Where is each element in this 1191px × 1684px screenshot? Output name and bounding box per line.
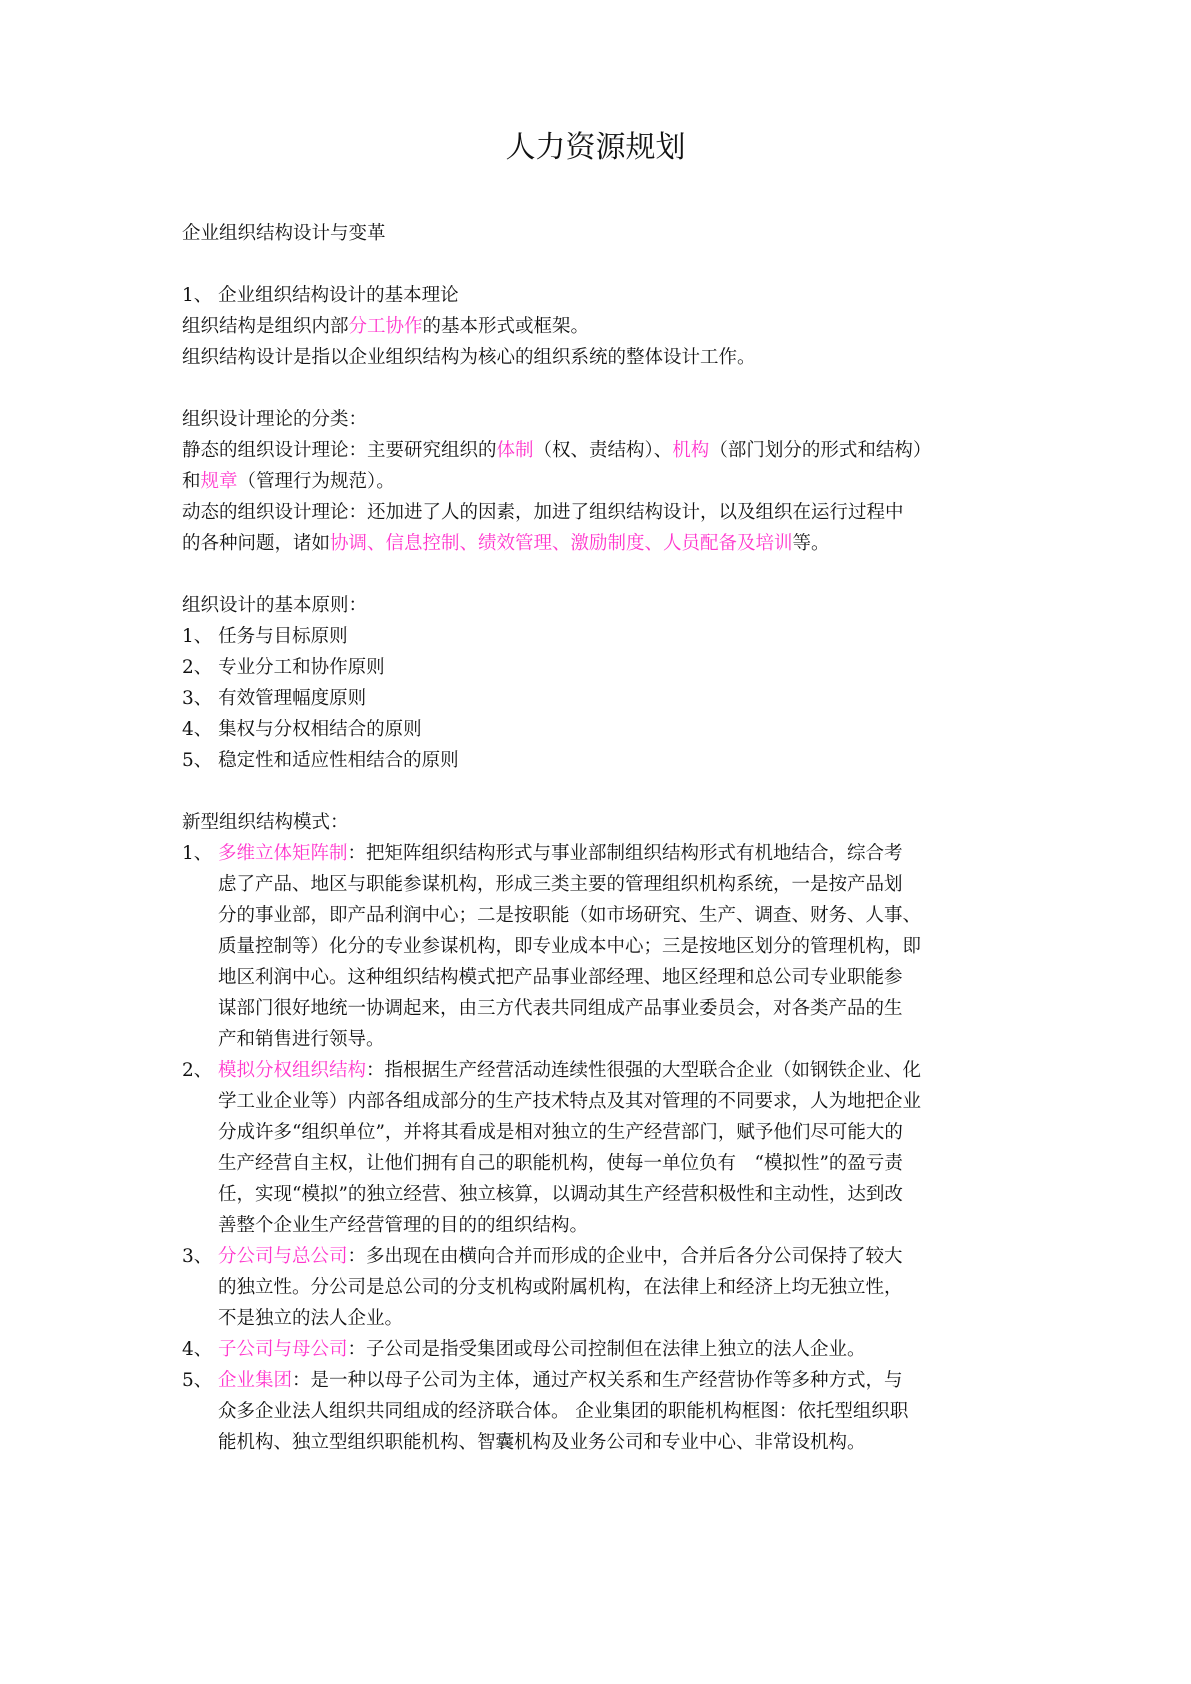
text-segment: （管理行为规范）。 (237, 471, 395, 492)
new-models-heading: 新型组织结构模式： (182, 812, 349, 833)
static-theory-line-2 (182, 466, 1022, 497)
text-segment: ：子公司是指受集团或母公司控制但在法律上独立的法人企业。 (347, 1339, 866, 1360)
text-segment: ：是一种以母子公司为主体，通过产权关系和生产经营协作等多种方式，与 (292, 1370, 903, 1391)
text-segment: 的基本形式或框架。 (422, 316, 590, 337)
spacer (182, 559, 1022, 590)
item-line: 分的事业部，即产品利润中心；二是按职能（如市场研究、生产、调查、财务、人事、 (218, 905, 922, 926)
text-segment: 静态的组织设计理论：主要研究组织的 (182, 440, 497, 461)
item-line: 的独立性。分公司是总公司的分支机构或附属机构，在法律上和经济上均无独立性， (218, 1277, 903, 1298)
highlight-term: 模拟分权组织结构 (218, 1060, 367, 1081)
highlight-term: 规章 (200, 471, 238, 492)
text-segment: ：指根据生产经营活动连续性很强的大型联合企业（如钢铁企业、化 (366, 1060, 922, 1081)
text-segment: 和 (182, 471, 201, 492)
principle-item: 3、 有效管理幅度原则 (182, 688, 367, 709)
highlight-term: 多维立体矩阵制 (218, 843, 348, 864)
item-line: 善整个企业生产经营管理的目的的组织结构。 (218, 1215, 589, 1236)
highlight-term: 企业集团 (218, 1370, 293, 1391)
item-number: 3、 (182, 1246, 213, 1267)
text-segment: （权、责结构）、 (533, 440, 673, 461)
item-line: 虑了产品、地区与职能参谋机构，形成三类主要的管理组织机构系统，一是按产品划 (218, 874, 903, 895)
theory-heading: 1、 企业组织结构设计的基本理论 (182, 285, 459, 306)
text-segment: 等。 (792, 533, 830, 554)
item-line: 学工业企业等）内部各组成部分的生产技术特点及其对管理的不同要求，人为地把企业 (218, 1091, 922, 1112)
model-item (182, 838, 1022, 1055)
item-first-line (218, 1334, 1022, 1365)
principle-item: 4、 集权与分权相结合的原则 (182, 719, 422, 740)
highlight-term: 机构 (672, 440, 710, 461)
text-segment: ：把矩阵组织结构形式与事业部制组织结构形式有机地结合，综合考 (347, 843, 903, 864)
item-number: 5、 (182, 1370, 213, 1391)
item-line: 能机构、独立型组织职能机构、智囊机构及业务公司和专业中心、非常设机构。 (218, 1432, 866, 1453)
item-line: 生产经营自主权，让他们拥有自己的职能机构，使每一单位负有 “模拟性”的盈亏责 (218, 1153, 903, 1174)
section-title: 企业组织结构设计与变革 (182, 223, 386, 244)
item-first-line (218, 1365, 1022, 1396)
highlight-term: 分公司与总公司 (218, 1246, 348, 1267)
model-item (182, 1241, 1022, 1334)
text-segment: 组织结构是组织内部 (182, 316, 349, 337)
classification-heading: 组织设计理论的分类： (182, 409, 368, 430)
highlight-term: 分工协作 (348, 316, 423, 337)
model-item (182, 1365, 1022, 1458)
item-line: 质量控制等）化分的专业参谋机构，即专业成本中心；三是按地区划分的管理机构，即 (218, 936, 922, 957)
model-item (182, 1055, 1022, 1241)
document-title: 人力资源规划 (505, 130, 686, 165)
item-line: 不是独立的法人企业。 (218, 1308, 404, 1329)
item-first-line (218, 838, 1022, 869)
item-line: 分成许多“组织单位”，并将其看成是相对独立的生产经营部门，赋予他们尽可能大的 (218, 1122, 903, 1143)
item-line: 谋部门很好地统一协调起来，由三方代表共同组成产品事业委员会，对各类产品的生 (218, 998, 903, 1019)
text-segment: （部门划分的形式和结构） (709, 440, 932, 461)
item-line: 地区利润中心。这种组织结构模式把产品事业部经理、地区经理和总公司专业职能参 (218, 967, 903, 988)
item-number: 1、 (182, 843, 213, 864)
principles-heading: 组织设计的基本原则： (182, 595, 368, 616)
item-number: 2、 (182, 1060, 213, 1081)
item-first-line (218, 1055, 1022, 1086)
spacer (182, 776, 1022, 807)
principle-item: 1、 任务与目标原则 (182, 626, 348, 647)
highlight-term: 体制 (496, 440, 534, 461)
principle-item: 5、 稳定性和适应性相结合的原则 (182, 750, 459, 771)
spacer (182, 249, 1022, 280)
theory-definition-2: 组织结构设计是指以企业组织结构为核心的组织系统的整体设计工作。 (182, 347, 756, 368)
text-segment: ：多出现在由横向合并而形成的企业中，合并后各分公司保持了较大 (347, 1246, 903, 1267)
item-line: 任，实现“模拟”的独立经营、独立核算，以调动其生产经营积极性和主动性，达到改 (218, 1184, 903, 1205)
highlight-term: 协调、信息控制、绩效管理、激励制度、人员配备及培训 (330, 533, 793, 554)
text-segment: 的各种问题，诸如 (182, 533, 331, 554)
item-first-line (218, 1241, 1022, 1272)
dynamic-theory-line-2 (182, 528, 1022, 559)
item-line: 产和销售进行领导。 (218, 1029, 385, 1050)
item-line: 众多企业法人组织共同组成的经济联合体。 企业集团的职能机构框图：依托型组织职 (218, 1401, 909, 1422)
spacer (182, 373, 1022, 404)
document-body (182, 218, 1022, 1458)
principle-item: 2、 专业分工和协作原则 (182, 657, 385, 678)
item-number: 4、 (182, 1339, 213, 1360)
theory-definition-1 (182, 311, 1022, 342)
static-theory-line-1 (182, 435, 1022, 466)
model-item (182, 1334, 1022, 1365)
dynamic-theory-line-1: 动态的组织设计理论：还加进了人的因素，加进了组织结构设计，以及组织在运行过程中 (182, 502, 904, 523)
highlight-term: 子公司与母公司 (218, 1339, 348, 1360)
